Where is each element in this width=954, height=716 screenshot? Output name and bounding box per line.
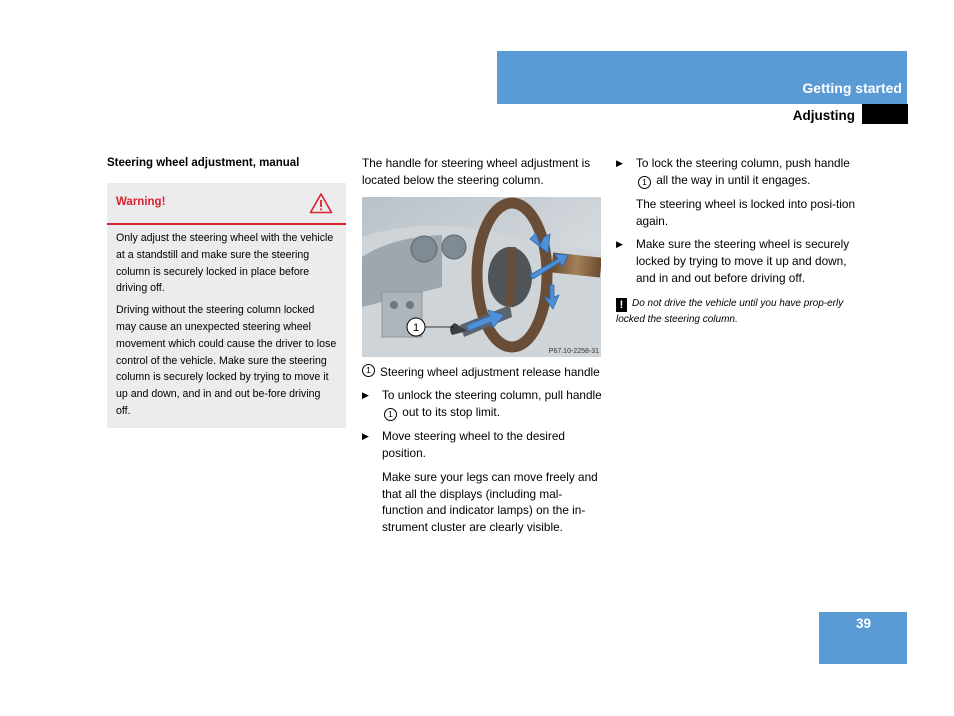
warning-triangle-icon (309, 192, 333, 214)
warning-box (107, 183, 346, 428)
bullet-arrow-icon: ▶ (362, 390, 369, 401)
steering-wheel-figure (362, 197, 601, 357)
page-number: 39 (855, 616, 871, 631)
warning-header (107, 183, 346, 225)
notice-text: Do not drive the vehicle until you have prop-erly locked the steering column. (616, 297, 844, 325)
bullet-arrow-icon: ▶ (616, 239, 623, 250)
header-band (497, 51, 907, 104)
notice (616, 296, 858, 327)
figure-callout-1: 1 (412, 321, 420, 334)
steering-wheel-illustration (362, 197, 601, 357)
bullet-arrow-icon: ▶ (362, 431, 369, 442)
subsection-title: Adjusting (792, 108, 855, 123)
inline-number: 1 (638, 176, 651, 189)
step-unlock: ▶ To unlock the steering column, pull handle 1 out to its stop limit. (362, 388, 602, 420)
warning-label: Warning! (116, 196, 166, 208)
middle-column (362, 155, 602, 536)
figure-code: P67.10-2258-31 (548, 347, 599, 355)
step-move: ▶ Move steering wheel to the desired position. (362, 429, 565, 460)
left-column (107, 155, 346, 428)
section-tab-marker (862, 104, 908, 124)
legend-number: 1 (362, 364, 375, 377)
warning-text-2: Driving without the steering column locked may cause an unexpected steering wheel movement which could cause the driver to lose control of the vehicle. Make sure the steering column is securely locked by trying to move it up and down, and in and out be-fore driving off. (116, 304, 337, 417)
topic-heading: Steering wheel adjustment, manual (107, 157, 300, 169)
notice-exclamation-icon: ! (616, 298, 627, 312)
right-column (616, 155, 858, 327)
legend-text: Steering wheel adjustment release handle (380, 364, 600, 379)
step-move-note: Make sure your legs can move freely and that all the displays (including mal-function and indicator lamps) on the in-strument cluster are clearly visible. (382, 469, 598, 535)
bullet-arrow-icon: ▶ (616, 158, 623, 168)
step-lock: ▶ To lock the steering column, push handle 1 all the way in until it engages. (616, 156, 850, 187)
legend-item-1 (362, 364, 602, 381)
step-lock-note: The steering wheel is locked into posi-tion again. (636, 196, 856, 228)
inline-number: 1 (384, 408, 397, 421)
step-verify: ▶ Make sure the steering wheel is securely locked by trying to move it up and down, and in and out before driving off. (616, 237, 850, 285)
warning-text-1: Only adjust the steering wheel with the vehicle at a standstill and make sure the steering column is securely locked in place before driving off. (116, 232, 334, 295)
section-title: Getting started (802, 80, 902, 96)
intro-text: The handle for steering wheel adjustment is located below the steering column. (362, 156, 591, 187)
